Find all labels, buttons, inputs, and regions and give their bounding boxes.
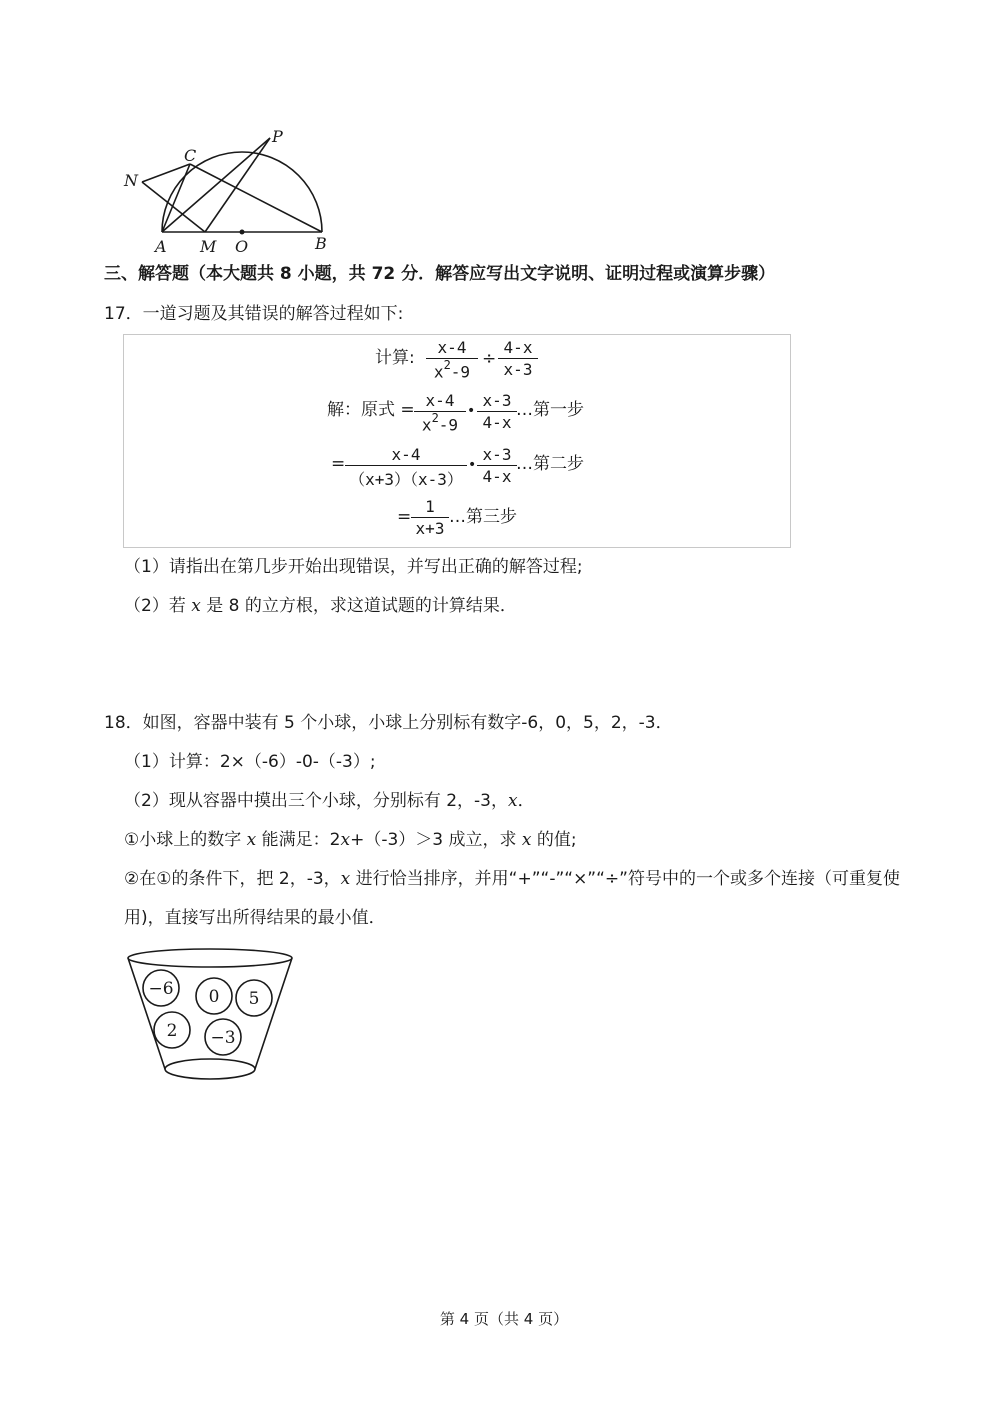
compute-label: 计算:: [375, 348, 415, 368]
geometry-figure: [110, 120, 350, 260]
step2-frac2-den: 4-x: [482, 467, 512, 486]
step3-num: 1: [425, 497, 435, 516]
step2-frac1-den: （x+3）（x-3）: [349, 470, 463, 489]
q18-condition2-line2: 用)，直接写出所得结果的最小值．: [124, 908, 386, 928]
ball-label-neg3: −3: [210, 1028, 236, 1048]
step1-frac1: [414, 391, 466, 434]
step3-frac: [411, 497, 449, 538]
label-P: P: [272, 127, 283, 146]
step1-frac2-num: x-3: [482, 391, 512, 410]
frac-b: [498, 338, 538, 379]
label-N: N: [124, 171, 138, 190]
ball-label-0: 0: [208, 987, 220, 1007]
step1-label: …第一步: [516, 400, 584, 420]
q18-condition1: ①小球上的数字 x 能满足：2x+（-3）＞3 成立，求 x 的值;: [124, 830, 577, 850]
q17-title: 17．一道习题及其错误的解答过程如下:: [104, 304, 404, 324]
container-bottom: [165, 1059, 255, 1079]
eq-sign-2: =: [331, 454, 346, 474]
frac-b-den: x-3: [503, 360, 533, 379]
step3-den: x+3: [415, 519, 445, 538]
step1-frac2-den: 4-x: [482, 413, 512, 432]
solution-label: 解：原式 =: [327, 400, 415, 420]
div-sign: ÷: [482, 349, 497, 369]
point-O: [240, 230, 245, 235]
container-top-rim: [128, 949, 292, 967]
frac-a: [426, 338, 478, 381]
line-AC: [162, 164, 190, 232]
label-O: O: [235, 237, 249, 256]
q17-part2: （2）若 x 是 8 的立方根，求这道试题的计算结果．: [124, 596, 517, 616]
ball-container-figure: [124, 945, 296, 1085]
ball-label-neg6: −6: [148, 979, 174, 999]
step2-frac1: [345, 445, 467, 490]
multiply-dot-2: •: [468, 457, 477, 473]
q18-title: 18．如图，容器中装有 5 个小球，小球上分别标有数字-6，0，5，2，-3．: [104, 713, 673, 733]
container-left-wall: [128, 958, 165, 1069]
ball-label-5: 5: [248, 989, 260, 1009]
container-right-wall: [255, 958, 292, 1069]
label-A: A: [155, 237, 167, 256]
step1-frac1-num: x-4: [425, 391, 455, 410]
page-footer: 第 4 页（共 4 页）: [439, 1310, 569, 1328]
step2-frac2: [477, 445, 517, 486]
step2-label: …第二步: [516, 454, 584, 474]
q17-part1: （1）请指出在第几步开始出现错误，并写出正确的解答过程;: [124, 557, 583, 577]
frac-a-num: x-4: [437, 338, 467, 357]
section-heading: 三、解答题（本大题共 8 小题，共 72 分．解答应写出文字说明、证明过程或演算步骤）: [104, 264, 776, 284]
label-C: C: [184, 146, 197, 165]
q18-part1: （1）计算：2×（-6）-0-（-3）;: [124, 752, 376, 772]
frac-b-num: 4-x: [503, 338, 533, 357]
ball-label-2: 2: [166, 1021, 178, 1041]
step1-frac2: [477, 391, 517, 432]
step1-frac1-den: $x^2-9$: [421, 411, 459, 435]
multiply-dot-1: •: [467, 403, 476, 419]
label-B: B: [315, 234, 327, 253]
frac-a-den: $x^2-9$: [433, 358, 471, 382]
label-M: M: [200, 237, 217, 256]
step2-frac2-num: x-3: [482, 445, 512, 464]
step2-frac1-num: x-4: [391, 445, 421, 464]
step3-label: …第三步: [449, 507, 517, 527]
q18-part2: （2）现从容器中摸出三个小球，分别标有 2，-3，x．: [124, 791, 535, 811]
q18-condition2-line1: ②在①的条件下，把 2，-3，x 进行恰当排序，并用“+”“-”“×”“÷”符号中的一个或多个连接（可重复使: [124, 869, 900, 889]
eq-sign-3: =: [397, 507, 412, 527]
line-CB: [190, 164, 322, 232]
